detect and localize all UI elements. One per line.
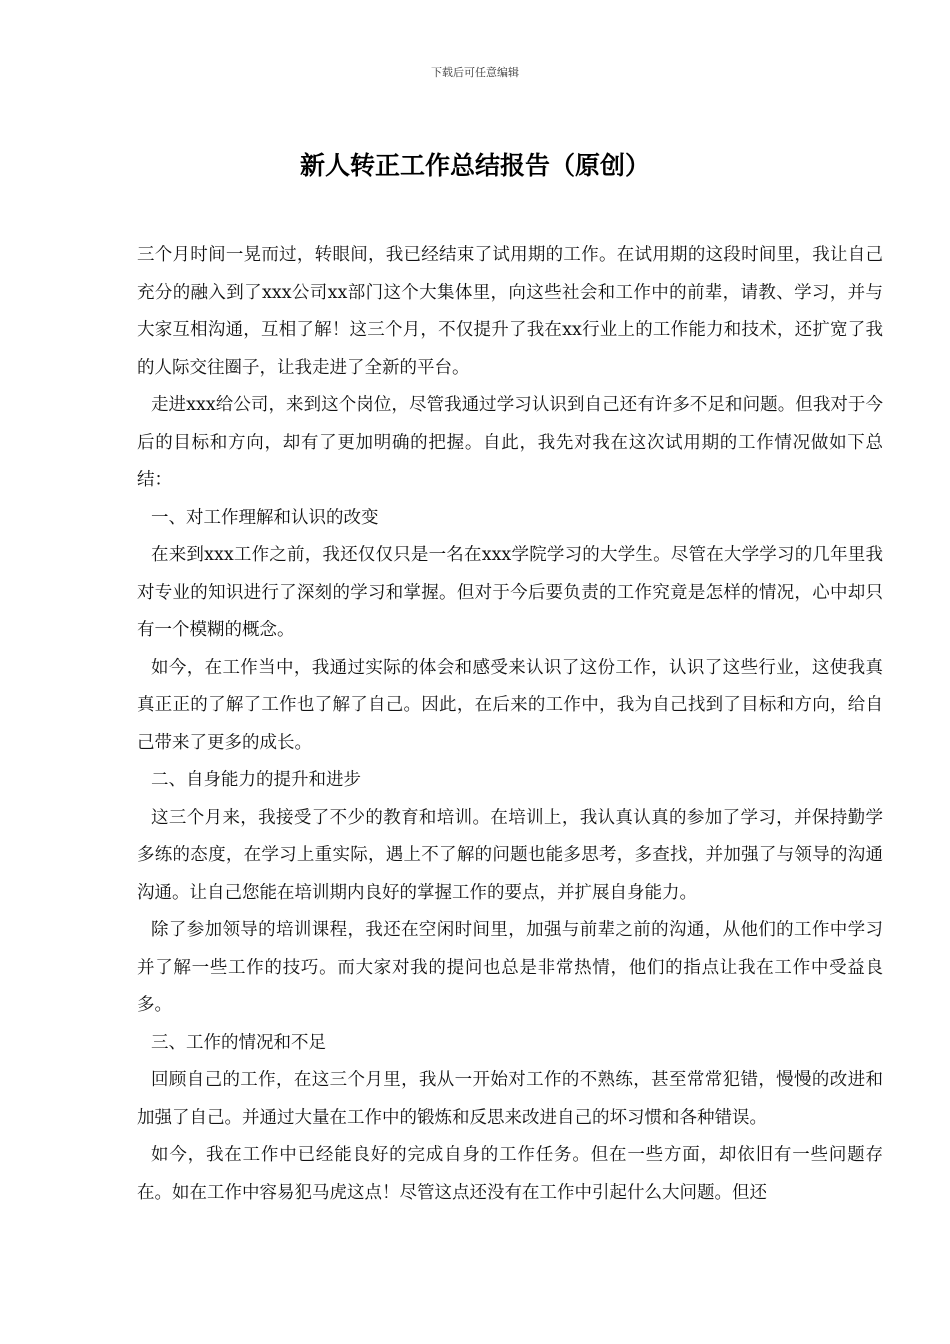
paragraph-summary-lead: 走进xxx给公司，来到这个岗位，尽管我通过学习认识到自己还有许多不足和问题。但我对于今后的目标和方向，却有了更加明确的把握。自此，我先对我在这次试用期的工作情况做如下总结： — [137, 395, 883, 490]
paragraph: 除了参加领导的培训课程，我还在空闲时间里，加强与前辈之前的沟通，从他们的工作中学习并了解一些工作的技巧。而大家对我的提问也总是非常热情，他们的指点让我在工作中受益良多。 — [137, 920, 883, 1015]
section-heading-1: 一、对工作理解和认识的改变 — [151, 507, 379, 528]
document-title: 新人转正工作总结报告（原创） — [299, 151, 650, 180]
document-body — [137, 237, 883, 1212]
paragraph: 如今，在工作当中，我通过实际的体会和感受来认识了这份工作，认识了这些行业，这使我真真正正的了解了工作也了解了自己。因此，在后来的工作中，我为自己找到了目标和方向，给自己带来了更多的成长。 — [137, 657, 883, 753]
section-heading-3: 三、工作的情况和不足 — [151, 1032, 326, 1053]
header-note: 下载后可任意编辑 — [431, 66, 519, 79]
paragraph: 这三个月来，我接受了不少的教育和培训。在培训上，我认真认真的参加了学习，并保持勤学多练的态度，在学习上重实际，遇上不了解的问题也能多思考，多查找，并加强了与领导的沟通沟通。让自己您能在培训期内良好的掌握工作的要点，并扩展自身能力。 — [137, 807, 883, 903]
paragraph: 回顾自己的工作，在这三个月里，我从一开始对工作的不熟练，甚至常常犯错，慢慢的改进和加强了自己。并通过大量在工作中的锻炼和反思来改进自己的坏习惯和各种错误。 — [137, 1070, 883, 1128]
paragraph: 在来到xxx工作之前，我还仅仅只是一名在xxx学院学习的大学生。尽管在大学学习的几年里我对专业的知识进行了深刻的学习和掌握。但对于今后要负责的工作究竟是怎样的情况，心中却只有一个模糊的概念。 — [137, 545, 883, 640]
paragraph-intro: 三个月时间一晃而过，转眼间，我已经结束了试用期的工作。在试用期的这段时间里，我让自己充分的融入到了xxx公司xx部门这个大集体里，向这些社会和工作中的前辈，请教、学习，并与大家互相沟通，互相了解！这三个月，不仅提升了我在xx行业上的工作能力和技术，还扩宽了我的人际交往圈子，让我走进了全新的平台。 — [137, 245, 883, 378]
section-heading-2: 二、自身能力的提升和进步 — [151, 770, 361, 790]
paragraph: 如今，我在工作中已经能良好的完成自身的工作任务。但在一些方面，却依旧有一些问题存在。如在工作中容易犯马虎这点！尽管这点还没有在工作中引起什么大问题。但还 — [137, 1145, 883, 1203]
